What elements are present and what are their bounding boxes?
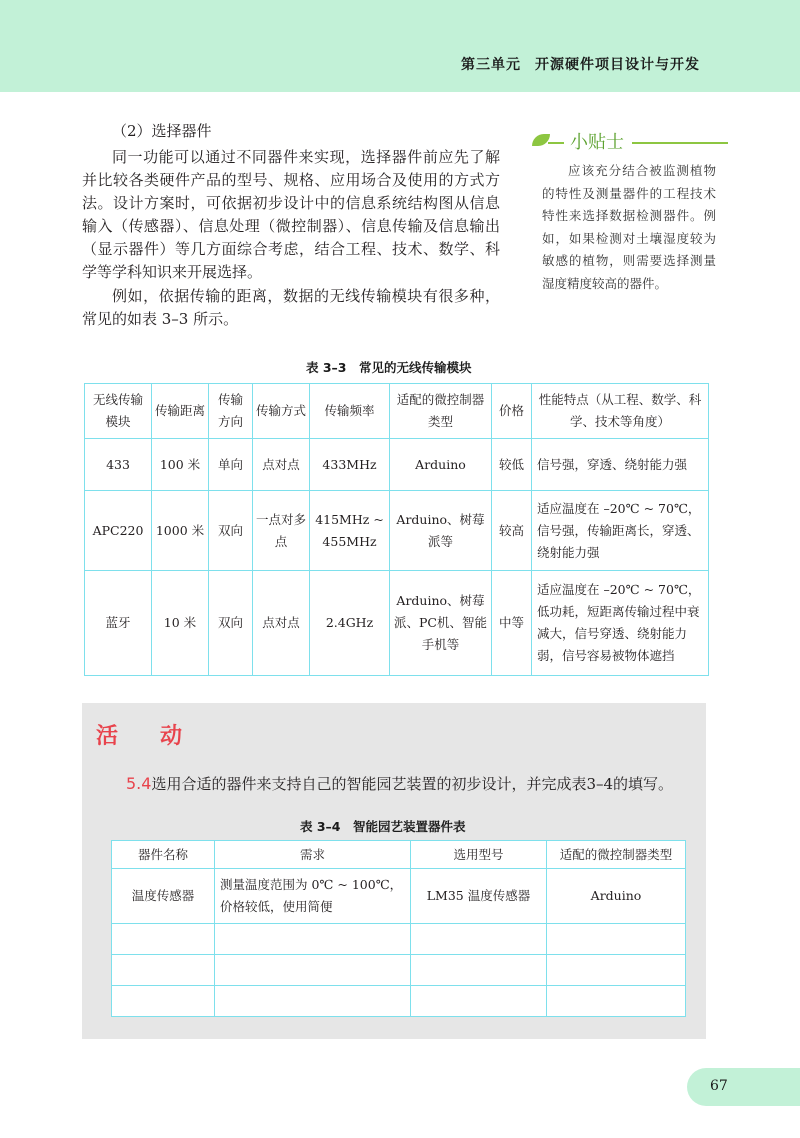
table-cell: 测量温度范围为 0℃ ~ 100℃，价格较低，使用简便 [215, 869, 411, 924]
unit-label: 第三单元 [461, 57, 521, 73]
table-cell [547, 955, 686, 986]
body-text [82, 146, 500, 331]
table-cell: 433MHz [310, 439, 390, 491]
table-row [85, 439, 709, 491]
table-cell: 点对点 [253, 571, 310, 676]
table-cell: 一点对多点 [253, 491, 310, 571]
header-band [0, 0, 800, 92]
table-cell: Arduino、树莓派等 [390, 491, 492, 571]
table-cell: Arduino [547, 869, 686, 924]
table-row [85, 491, 709, 571]
tip-body: 应该充分结合被监测植物的特性及测量器件的工程技术特性来选择数据检测器件。例如，如果检测对土壤湿度较为敏感的植物，则需要选择测量湿度精度较高的器件。 [542, 163, 716, 291]
table-cell: 415MHz ~ 455MHz [310, 491, 390, 571]
header-cell: 传输距离 [152, 384, 209, 439]
table-header-row [85, 384, 709, 439]
paragraph: 例如，依据传输的距离，数据的无线传输模块有很多种，常见的如表 3–3 所示。 [82, 287, 500, 328]
table-row [112, 869, 686, 924]
table-cell [547, 924, 686, 955]
wireless-module-table [84, 383, 709, 676]
header-cell: 选用型号 [411, 841, 547, 869]
table-cell: 433 [85, 439, 152, 491]
table-cell: Arduino、树莓派、PC机、智能手机等 [390, 571, 492, 676]
section-heading: （2）选择器件 [112, 122, 212, 140]
task-number: 5.4 [126, 774, 152, 793]
table-cell: 适应温度在 –20℃ ~ 70℃，信号强，传输距离长，穿透、绕射能力强 [532, 491, 709, 571]
running-header [461, 54, 700, 74]
page-tab [687, 1068, 800, 1106]
task-text: 选用合适的器件来支持自己的智能园艺装置的初步设计，并完成表3–4的填写。 [151, 775, 674, 793]
table-cell [411, 986, 547, 1017]
table-row [112, 924, 686, 955]
table-cell [112, 986, 215, 1017]
leaf-icon [532, 134, 550, 146]
device-selection-table [111, 840, 686, 1017]
table-cell: 双向 [209, 571, 253, 676]
table-cell [411, 924, 547, 955]
table-row [112, 986, 686, 1017]
unit-title: 开源硬件项目设计与开发 [535, 57, 700, 73]
table-row [85, 571, 709, 676]
table-cell [547, 986, 686, 1017]
table-cell: APC220 [85, 491, 152, 571]
table-cell: 10 米 [152, 571, 209, 676]
header-cell: 无线传输模块 [85, 384, 152, 439]
tip-header [530, 128, 716, 154]
table-cell: 中等 [492, 571, 532, 676]
page-number: 67 [710, 1078, 728, 1094]
table-cell: 100 米 [152, 439, 209, 491]
table-cell: 1000 米 [152, 491, 209, 571]
table-cell: Arduino [390, 439, 492, 491]
table-cell: 温度传感器 [112, 869, 215, 924]
table-cell [215, 986, 411, 1017]
header-cell: 价格 [492, 384, 532, 439]
header-cell: 传输方向 [209, 384, 253, 439]
table-cell: 双向 [209, 491, 253, 571]
table-cell [411, 955, 547, 986]
table-cell [112, 924, 215, 955]
header-cell: 性能特点（从工程、数学、科学、技术等角度） [532, 384, 709, 439]
table-cell: 信号强，穿透、绕射能力强 [532, 439, 709, 491]
header-cell: 传输方式 [253, 384, 310, 439]
header-cell: 传输频率 [310, 384, 390, 439]
table-3-4-caption: 表 3–4 智能园艺装置器件表 [300, 819, 466, 834]
table-cell: 2.4GHz [310, 571, 390, 676]
table-cell: 适应温度在 –20℃ ~ 70℃，低功耗，短距离传输过程中衰减大，信号穿透、绕射能力弱，信号容易被物体遮挡 [532, 571, 709, 676]
table-header-row [112, 841, 686, 869]
paragraph: 同一功能可以通过不同器件来实现，选择器件前应先了解并比较各类硬件产品的型号、规格、应用场合及使用的方式方法。设计方案时，可依据初步设计中的信息系统结构图从信息输入（传感器）、信息处理（微控制器）、信息传输及信息输出（显示器件）等几方面综合考虑，结合工程、技术、数学、科学等学科知识来开展选择。 [82, 148, 500, 281]
table-cell: 蓝牙 [85, 571, 152, 676]
table-cell: 点对点 [253, 439, 310, 491]
activity-title: 活 动 [96, 724, 193, 749]
table-cell [215, 924, 411, 955]
table-row [112, 955, 686, 986]
tip-text [530, 160, 716, 295]
activity-task [126, 771, 673, 797]
header-cell: 适配的微控制器类型 [390, 384, 492, 439]
table-cell: 较高 [492, 491, 532, 571]
header-cell: 器件名称 [112, 841, 215, 869]
tip-title: 小贴士 [564, 128, 632, 154]
header-cell: 需求 [215, 841, 411, 869]
table-cell [112, 955, 215, 986]
table-cell: LM35 温度传感器 [411, 869, 547, 924]
table-cell: 较低 [492, 439, 532, 491]
table-cell [215, 955, 411, 986]
tip-box [530, 128, 716, 295]
table-cell: 单向 [209, 439, 253, 491]
header-cell: 适配的微控制器类型 [547, 841, 686, 869]
table-3-3-caption: 表 3–3 常见的无线传输模块 [306, 360, 472, 375]
